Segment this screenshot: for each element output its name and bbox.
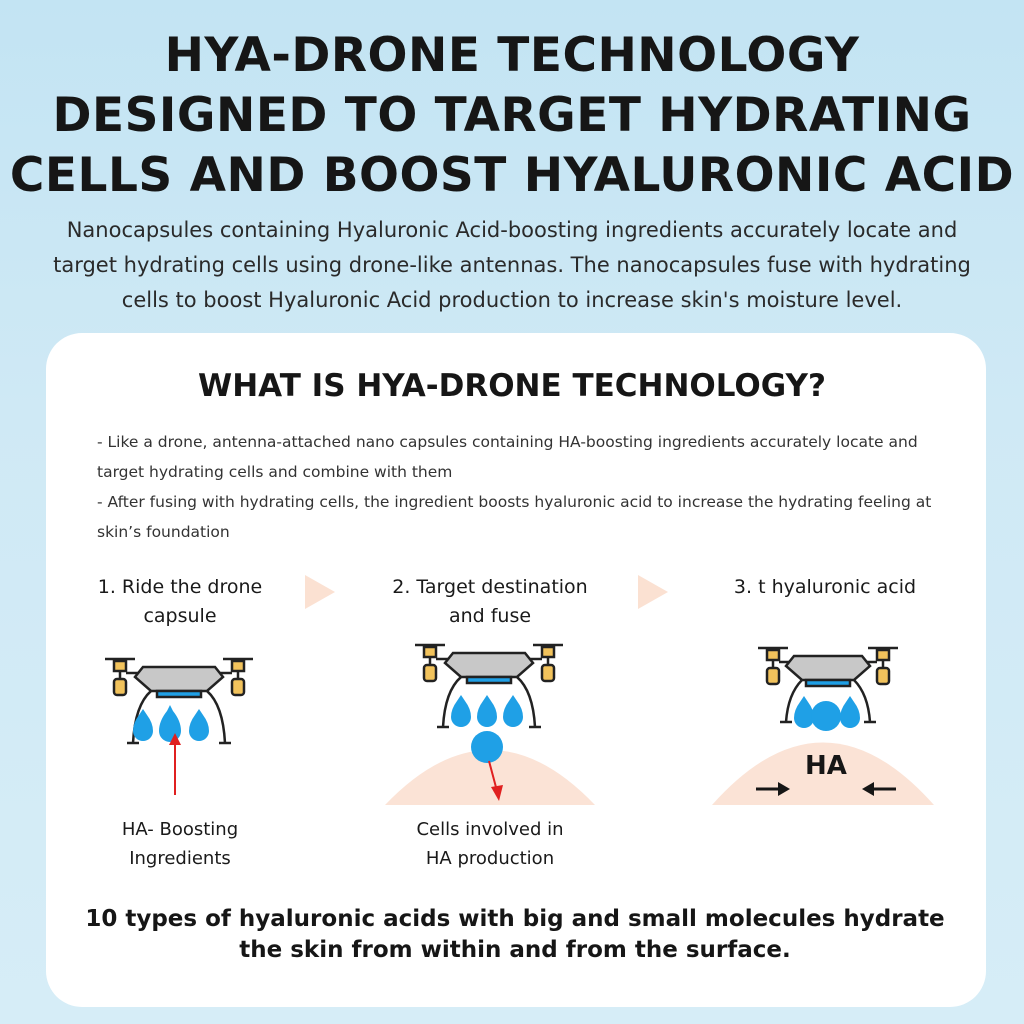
chevron-right-icon: [305, 575, 335, 609]
step-3-label: 3. t hyaluronic acid: [733, 576, 917, 598]
step-2-caption: Cells involved in HA production: [416, 819, 564, 869]
headline-line-3: CELLS AND BOOST HYALURONIC ACID: [9, 148, 1015, 203]
bullet-item: - After fusing with hydrating cells, the ingredient boosts hyaluronic acid to increase the hydrating feeling at skin’s foundation: [97, 493, 932, 541]
step-2-label: 2. Target destination and fuse: [392, 576, 588, 627]
bullet-item: - Like a drone, antenna-attached nano capsules containing HA-boosting ingredients accurately locate and target hydrating cells and combine with them: [97, 433, 918, 481]
ha-label: HA: [805, 751, 847, 781]
step-1-label: 1. Ride the drone capsule: [97, 576, 263, 627]
card-title: WHAT IS HYA-DRONE TECHNOLOGY?: [198, 368, 826, 404]
drone-icon: [95, 645, 265, 795]
intro-paragraph: Nanocapsules containing Hyaluronic Acid-boosting ingredients accurately locate and target hydrating cells using drone-like antennas. The nanocapsules fuse with hydrating cells to boost Hyaluronic Acid production to increase skin's moisture level.: [53, 218, 971, 312]
drone-icon: [385, 635, 595, 805]
chevron-right-icon: [638, 575, 668, 609]
headline: [0, 26, 1024, 206]
headline-line-2: DESIGNED TO TARGET HYDRATING: [52, 88, 972, 143]
drone-icon: [712, 640, 934, 805]
step-1-caption: HA- Boosting Ingredients: [121, 819, 239, 869]
headline-line-1: HYA-DRONE TECHNOLOGY: [164, 28, 860, 83]
footer-statement: 10 types of hyaluronic acids with big and small molecules hydrate the skin from within and from the surface.: [85, 906, 945, 963]
bullet-list: [97, 427, 957, 547]
